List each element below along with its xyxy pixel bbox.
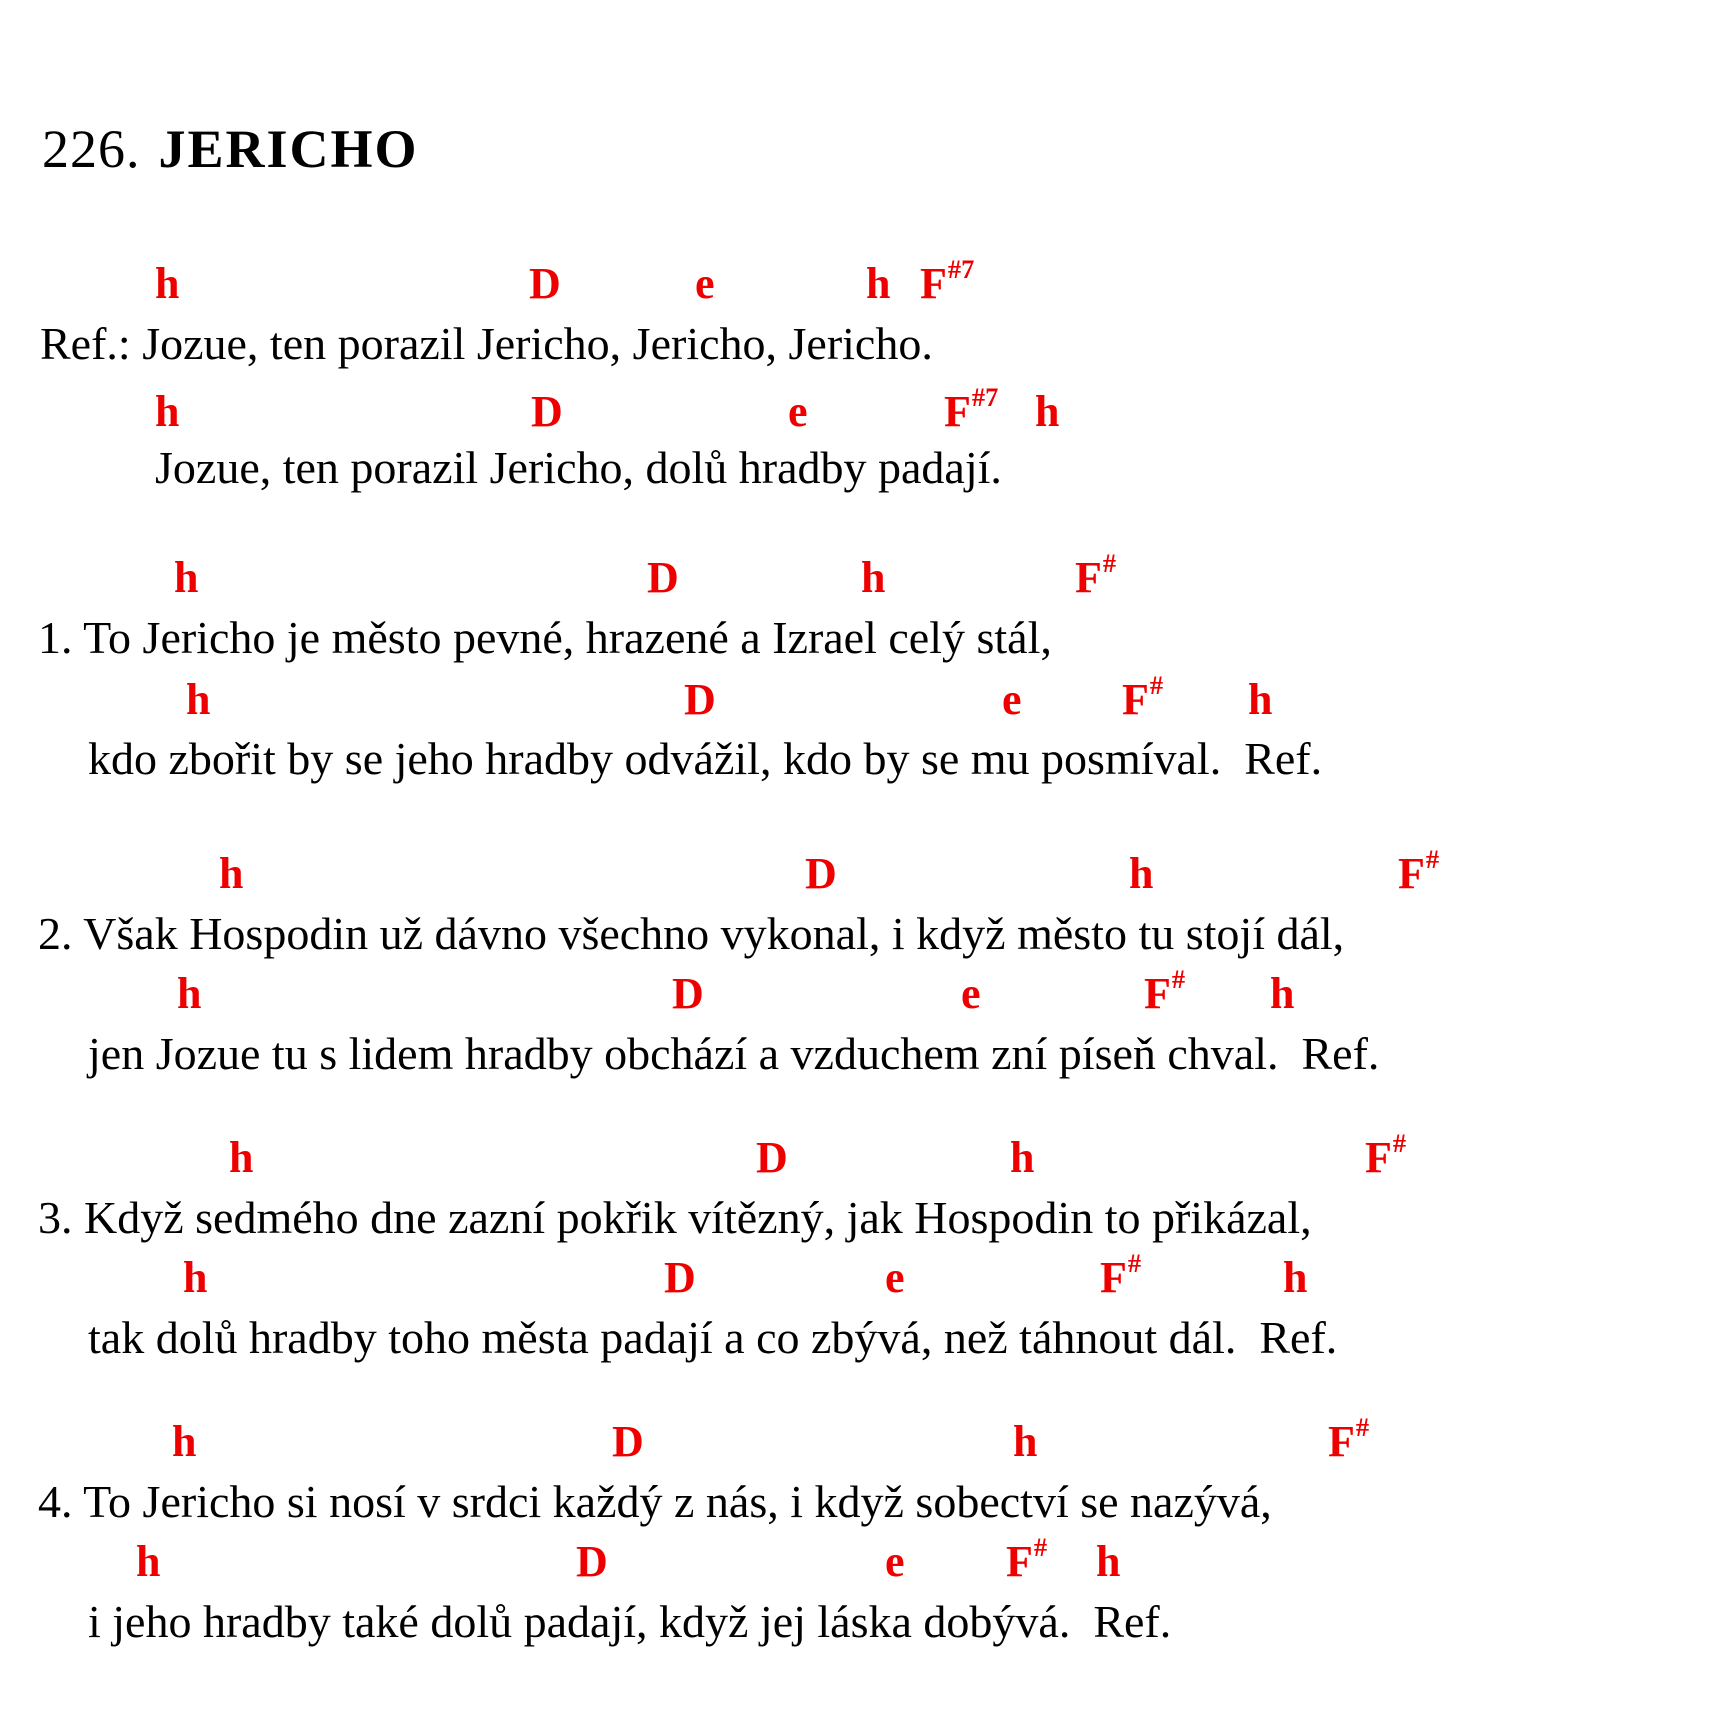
lyric-line: 3. Když sedmého dne zazní pokřik vítězný, jak Hospodin to přikázal, (38, 1192, 1312, 1243)
chord-line (0, 1128, 1736, 1188)
lyric-line: kdo zbořit by se jeho hradby odvážil, kdo by se mu posmíval. Ref. (88, 733, 1323, 784)
chord-symbol: h (1270, 969, 1295, 1018)
chord-symbol: $F^{\#7}$ (920, 254, 975, 308)
chord-symbol: h (155, 387, 180, 436)
chord-symbol: D (805, 849, 837, 898)
chord-symbol: D (664, 1253, 696, 1302)
chord-line (0, 670, 1736, 730)
chord-symbol: F# (1075, 548, 1117, 602)
chord-symbol: F# (1122, 670, 1164, 724)
chord-symbol: e (1002, 675, 1022, 724)
chord-symbol: h (229, 1133, 254, 1182)
lyric-line: jen Jozue tu s lidem hradby obchází a vzduchem zní píseň chval. Ref. (88, 1028, 1380, 1079)
chord-symbol: F# (1100, 1248, 1142, 1302)
chord-symbol: e (885, 1253, 905, 1302)
chord-symbol: h (136, 1537, 161, 1586)
song-number: 226. (42, 119, 141, 179)
chord-symbol: e (788, 387, 808, 436)
song-name: JERICHO (158, 119, 419, 179)
chord-symbol: h (155, 259, 180, 308)
chord-symbol: F# (1398, 844, 1440, 898)
chord-line (0, 382, 1736, 442)
chord-modifier: # (1102, 548, 1117, 579)
chord-symbol: h (1248, 675, 1273, 724)
chord-modifier: # (1033, 1532, 1048, 1563)
chord-symbol: h (866, 259, 891, 308)
chord-symbol: h (1010, 1133, 1035, 1182)
chord-symbol: D (756, 1133, 788, 1182)
chord-line (0, 254, 1736, 314)
chord-symbol: D (612, 1417, 644, 1466)
chord-symbol: h (172, 1417, 197, 1466)
chord-line (0, 964, 1736, 1024)
chord-symbol: e (695, 259, 715, 308)
lyric-line: i jeho hradby také dolů padají, když jej láska dobývá. Ref. (88, 1596, 1172, 1647)
chord-line (0, 844, 1736, 904)
chord-symbol: D (647, 553, 679, 602)
chord-modifier: # (1171, 964, 1186, 995)
chord-modifier: #7 (971, 382, 999, 413)
lyric-line: Jozue, ten porazil Jericho, dolů hradby padají. (155, 442, 1002, 493)
chord-symbol: h (1129, 849, 1154, 898)
chord-symbol: e (961, 969, 981, 1018)
chord-line (0, 548, 1736, 608)
chord-symbol: F# (1006, 1532, 1048, 1586)
chord-symbol: h (174, 553, 199, 602)
chord-symbol: F# (1144, 964, 1186, 1018)
lyric-line: Ref.: Jozue, ten porazil Jericho, Jericho, Jericho. (40, 318, 933, 369)
lyric-line: 1. To Jericho je město pevné, hrazené a Izrael celý stál, (38, 612, 1052, 663)
chord-symbol: $F^{\#7}$ (944, 382, 999, 436)
chord-symbol: D (672, 969, 704, 1018)
chord-modifier: # (1355, 1412, 1370, 1443)
chord-symbol: h (1013, 1417, 1038, 1466)
chord-symbol: h (186, 675, 211, 724)
chord-line (0, 1532, 1736, 1592)
chord-modifier: # (1149, 670, 1164, 701)
chord-symbol: D (531, 387, 563, 436)
chord-symbol: D (684, 675, 716, 724)
chord-line (0, 1412, 1736, 1472)
chord-modifier: # (1127, 1248, 1142, 1279)
chord-modifier: # (1392, 1128, 1407, 1159)
chord-symbol: e (885, 1537, 905, 1586)
chord-symbol: F# (1365, 1128, 1407, 1182)
chord-symbol: h (183, 1253, 208, 1302)
chord-line (0, 1248, 1736, 1308)
chord-symbol: h (177, 969, 202, 1018)
lyric-line: 4. To Jericho si nosí v srdci každý z nás, i když sobectví se nazývá, (38, 1476, 1272, 1527)
chord-symbol: D (529, 259, 561, 308)
chord-symbol: F# (1328, 1412, 1370, 1466)
chord-symbol: h (1035, 387, 1060, 436)
chord-symbol: D (576, 1537, 608, 1586)
chord-modifier: # (1425, 844, 1440, 875)
lyric-line: tak dolů hradby toho města padají a co zbývá, než táhnout dál. Ref. (88, 1312, 1338, 1363)
chord-symbol: h (1283, 1253, 1308, 1302)
chord-symbol: h (1096, 1537, 1121, 1586)
chord-symbol: h (861, 553, 886, 602)
lyric-line: 2. Však Hospodin už dávno všechno vykonal, i když město tu stojí dál, (38, 908, 1345, 959)
chord-modifier: #7 (947, 254, 975, 285)
chord-symbol: h (219, 849, 244, 898)
song-title (42, 118, 419, 180)
